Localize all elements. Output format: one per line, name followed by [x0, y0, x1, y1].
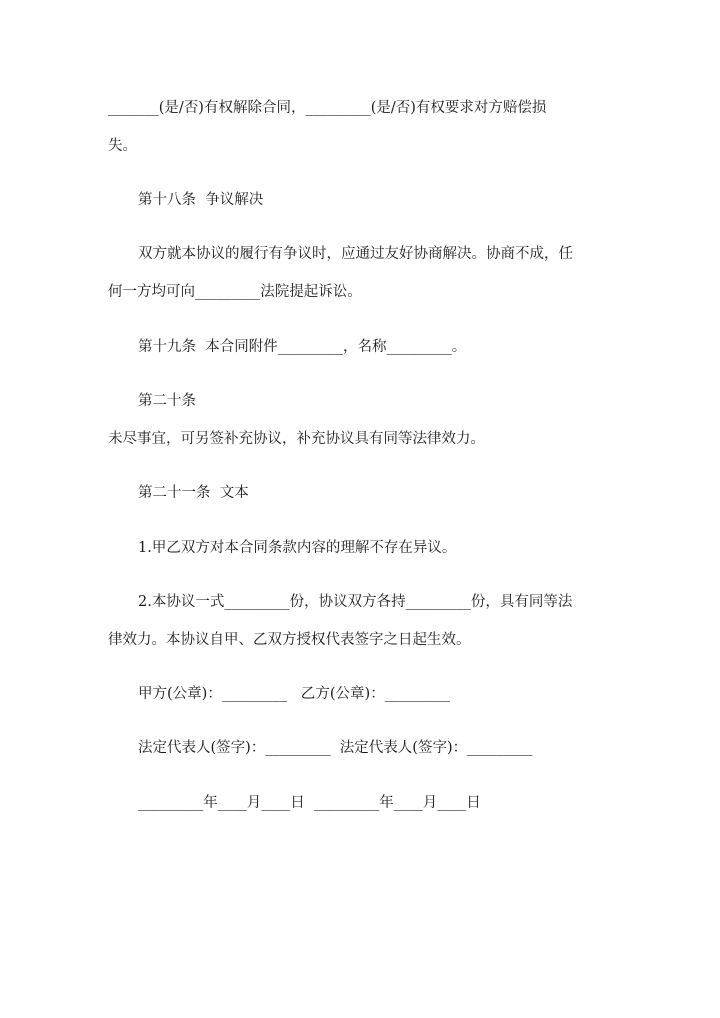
- article-18-body-line-1: 双方就本协议的履行有争议时，应通过友好协商解决。协商不成，任: [138, 246, 573, 262]
- article-18-body-line-2: 何一方均可向_________法院提起诉讼。: [108, 284, 362, 300]
- signature-date-line: _________年____月____日 _________年____月____日: [138, 795, 481, 811]
- text-line-loss: 失。: [108, 138, 137, 154]
- article-20-body: 未尽事宜，可另签补充协议，补充协议具有同等法律效力。: [108, 431, 485, 447]
- party-seal-line: 甲方(公章)：_________ 乙方(公章)：_________: [138, 686, 450, 702]
- article-21-item-2-line-2: 律效力。本协议自甲、乙双方授权代表签字之日起生效。: [108, 632, 471, 648]
- article-19-heading: 第十九条 本合同附件_________，名称_________。: [138, 339, 467, 355]
- article-18-heading: 第十八条 争议解决: [138, 192, 264, 208]
- legal-representative-line: 法定代表人(签字)：_________ 法定代表人(签字)：_________: [138, 740, 533, 756]
- article-20-heading: 第二十条: [138, 393, 196, 409]
- text-line-termination-rights: _______(是/否)有权解除合同，_________(是/否)有权要求对方赔偿损: [108, 100, 547, 116]
- article-21-item-2-line-1: 2.本协议一式_________份，协议双方各持_________份，具有同等法: [138, 594, 573, 610]
- article-21-item-1: 1.甲乙双方对本合同条款内容的理解不存在异议。: [138, 540, 457, 556]
- article-21-heading: 第二十一条 文本: [138, 485, 249, 501]
